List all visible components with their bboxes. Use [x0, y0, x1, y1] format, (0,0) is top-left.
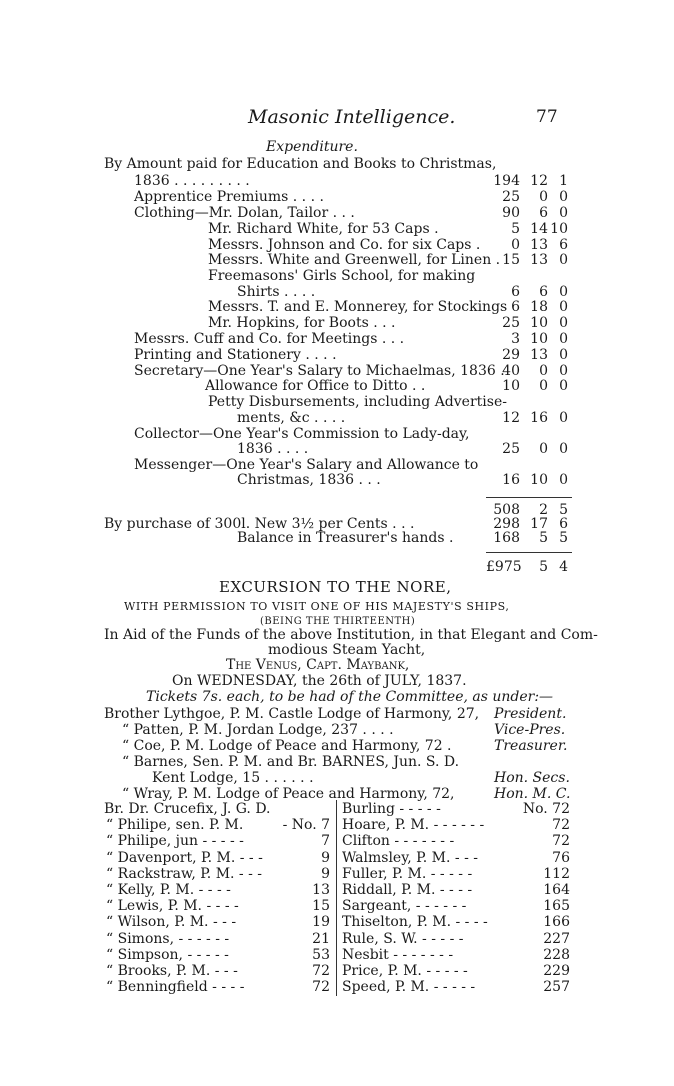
expenditure-item: Mr. Richard White, for 53 Caps .	[208, 221, 439, 237]
committee-left-name: “ Davenport, P. M. - - -	[106, 850, 263, 866]
expenditure-item: 1836 . . . .	[237, 441, 309, 457]
committee-right-name: Hoare, P. M. - - - - - -	[342, 817, 485, 833]
committee-right-name: Burling - - - - -	[342, 801, 441, 817]
expenditure-amount: 90 6 0	[502, 205, 568, 221]
committee-left-lodge: 7	[321, 833, 330, 849]
expenditure-item: Shirts . . . .	[237, 284, 316, 300]
officer-name: “ Barnes, Sen. P. M. and Br. BARNES, Jun. S. D.	[122, 754, 460, 770]
excursion-date: On WEDNESDAY, the 26th of JULY, 1837.	[172, 673, 467, 689]
expenditure-amount: 6 6 0	[511, 284, 568, 300]
expenditure-item: Messrs. Cuff and Co. for Meetings . . .	[134, 331, 405, 347]
subtotal-rule	[486, 497, 572, 498]
committee-right-lodge: 164	[543, 882, 570, 898]
committee-left-lodge: 72	[312, 979, 330, 995]
officer-name: “ Wray, P. M. Lodge of Peace and Harmony, 72,	[122, 786, 455, 802]
committee-left-name: “ Wilson, P. M. - - -	[106, 914, 237, 930]
committee-left-lodge: 72	[312, 963, 330, 979]
committee-right-lodge: 112	[543, 866, 570, 882]
expenditure-item: Freemasons' Girls School, for making	[208, 268, 476, 284]
committee-left-lodge: 19	[312, 914, 330, 930]
committee-right-lodge: 166	[543, 914, 570, 930]
subtotal-amount: 508 2 5	[493, 502, 568, 518]
committee-left-lodge: 9	[321, 850, 330, 866]
committee-left-lodge: 21	[312, 931, 330, 947]
expenditure-amount: 10 0 0	[502, 378, 568, 394]
total-rule	[486, 552, 572, 553]
officer-role: Hon. Secs.	[494, 770, 570, 786]
purchase-amount: 298 17 6	[493, 516, 568, 532]
officer-role: Treasurer.	[494, 738, 568, 754]
committee-left-name: “ Philipe, jun - - - - -	[106, 833, 244, 849]
expenditure-amount: 25 0 0	[502, 189, 568, 205]
committee-left-name: Br. Dr. Crucefix, J. G. D.	[104, 801, 271, 817]
expenditure-amount: 15 13 0	[502, 252, 568, 268]
expenditure-amount: 25 10 0	[502, 315, 568, 331]
total-amount: £975 5 4	[486, 559, 568, 575]
balance-line: Balance in Treasurer's hands .	[237, 530, 454, 546]
committee-right-lodge: No. 72	[522, 801, 570, 817]
committee-left-lodge: 13	[312, 882, 330, 898]
excursion-title: EXCURSION TO THE NORE,	[219, 578, 452, 596]
running-title: Masonic Intelligence.	[248, 106, 456, 128]
committee-left-lodge: 9	[321, 866, 330, 882]
expenditure-item: Secretary—One Year's Salary to Michaelmas, 1836 .	[134, 363, 505, 379]
expenditure-item: By Amount paid for Education and Books to Christmas,	[104, 156, 497, 172]
expenditure-amount: 25 0 0	[502, 441, 568, 457]
committee-left-name: “ Brooks, P. M. - - -	[106, 963, 238, 979]
expenditure-amount: 194 12 1	[493, 173, 568, 189]
vessel-name: The Venus, Capt. Maybank,	[226, 657, 410, 673]
officer-name: “ Coe, P. M. Lodge of Peace and Harmony, 72 .	[122, 738, 452, 754]
expenditure-item: Messenger—One Year's Salary and Allowance to	[134, 457, 479, 473]
excursion-thirteenth: (BEING THE THIRTEENTH)	[260, 616, 416, 627]
expenditure-item: Petty Disbursements, including Advertise-	[208, 394, 507, 410]
expenditure-amount: 0 13 6	[511, 237, 568, 253]
expenditure-item: Mr. Hopkins, for Boots . . .	[208, 315, 396, 331]
committee-right-lodge: 76	[552, 850, 570, 866]
committee-right-lodge: 165	[543, 898, 570, 914]
committee-right-lodge: 72	[552, 817, 570, 833]
committee-left-name: “ Kelly, P. M. - - - -	[106, 882, 231, 898]
expenditure-item: Printing and Stationery . . . .	[134, 347, 337, 363]
expenditure-heading: Expenditure.	[266, 139, 358, 155]
expenditure-item: 1836 . . . . . . . . .	[134, 173, 250, 189]
excursion-permission: WITH PERMISSION TO VISIT ONE OF HIS MAJESTY'S SHIPS,	[124, 600, 510, 613]
committee-right-name: Walmsley, P. M. - - -	[342, 850, 478, 866]
expenditure-item: ments, &c . . . .	[237, 410, 346, 426]
committee-divider	[336, 800, 337, 996]
committee-left-name: “ Rackstraw, P. M. - - -	[106, 866, 263, 882]
expenditure-item: Messrs. Johnson and Co. for six Caps .	[208, 237, 481, 253]
expenditure-amount: 3 10 0	[511, 331, 568, 347]
committee-right-lodge: 257	[543, 979, 570, 995]
officer-role: Vice-Pres.	[494, 722, 566, 738]
balance-amount: 168 5 5	[493, 530, 568, 546]
expenditure-item: Allowance for Office to Ditto . .	[205, 378, 426, 394]
committee-left-name: “ Benningfield - - - -	[106, 979, 245, 995]
committee-right-name: Rule, S. W. - - - - -	[342, 931, 464, 947]
committee-right-name: Nesbit - - - - - - -	[342, 947, 454, 963]
expenditure-amount: 5 14 10	[511, 221, 568, 237]
committee-left-lodge: 15	[312, 898, 330, 914]
expenditure-item: Messrs. T. and E. Monnerey, for Stockings	[208, 299, 508, 315]
aid-line-2: modious Steam Yacht,	[268, 642, 426, 658]
expenditure-item: Collector—One Year's Commission to Lady-day,	[134, 426, 470, 442]
officer-name: “ Patten, P. M. Jordan Lodge, 237 . . . .	[122, 722, 394, 738]
committee-left-name: “ Philipe, sen. P. M.	[106, 817, 244, 833]
expenditure-amount: 6 18 0	[511, 299, 568, 315]
committee-right-lodge: 229	[543, 963, 570, 979]
committee-left-name: “ Simons, - - - - - -	[106, 931, 230, 947]
officer-name: Kent Lodge, 15 . . . . . .	[152, 770, 314, 786]
committee-left-lodge: - No. 7	[282, 817, 330, 833]
page-number: 77	[536, 107, 558, 127]
expenditure-item: Messrs. White and Greenwell, for Linen .	[208, 252, 501, 268]
committee-right-name: Riddall, P. M. - - - -	[342, 882, 473, 898]
expenditure-amount: 29 13 0	[502, 347, 568, 363]
committee-left-name: “ Simpson, - - - - -	[106, 947, 229, 963]
aid-line-1: In Aid of the Funds of the above Institution, in that Elegant and Com-	[104, 627, 598, 643]
expenditure-item: Apprentice Premiums . . . .	[134, 189, 324, 205]
tickets-line: Tickets 7s. each, to be had of the Committee, as under:—	[146, 689, 554, 705]
committee-right-name: Thiselton, P. M. - - - -	[342, 914, 488, 930]
expenditure-item: Christmas, 1836 . . .	[237, 472, 381, 488]
committee-left-name: “ Lewis, P. M. - - - -	[106, 898, 239, 914]
expenditure-amount: 40 0 0	[502, 363, 568, 379]
officer-name: Brother Lythgoe, P. M. Castle Lodge of Harmony, 27,	[104, 706, 480, 722]
committee-right-lodge: 72	[552, 833, 570, 849]
committee-right-name: Price, P. M. - - - - -	[342, 963, 468, 979]
committee-right-name: Speed, P. M. - - - - -	[342, 979, 476, 995]
expenditure-amount: 12 16 0	[502, 410, 568, 426]
expenditure-amount: 16 10 0	[502, 472, 568, 488]
committee-right-lodge: 228	[543, 947, 570, 963]
committee-right-name: Fuller, P. M. - - - - -	[342, 866, 473, 882]
purchase-line: By purchase of 300l. New 3½ per Cents . . .	[104, 516, 415, 532]
committee-right-name: Sargeant, - - - - - -	[342, 898, 467, 914]
committee-right-name: Clifton - - - - - - -	[342, 833, 455, 849]
committee-right-lodge: 227	[543, 931, 570, 947]
officer-role: President.	[494, 706, 567, 722]
officer-role: Hon. M. C.	[494, 786, 571, 802]
committee-left-lodge: 53	[312, 947, 330, 963]
expenditure-item: Clothing—Mr. Dolan, Tailor . . .	[134, 205, 355, 221]
